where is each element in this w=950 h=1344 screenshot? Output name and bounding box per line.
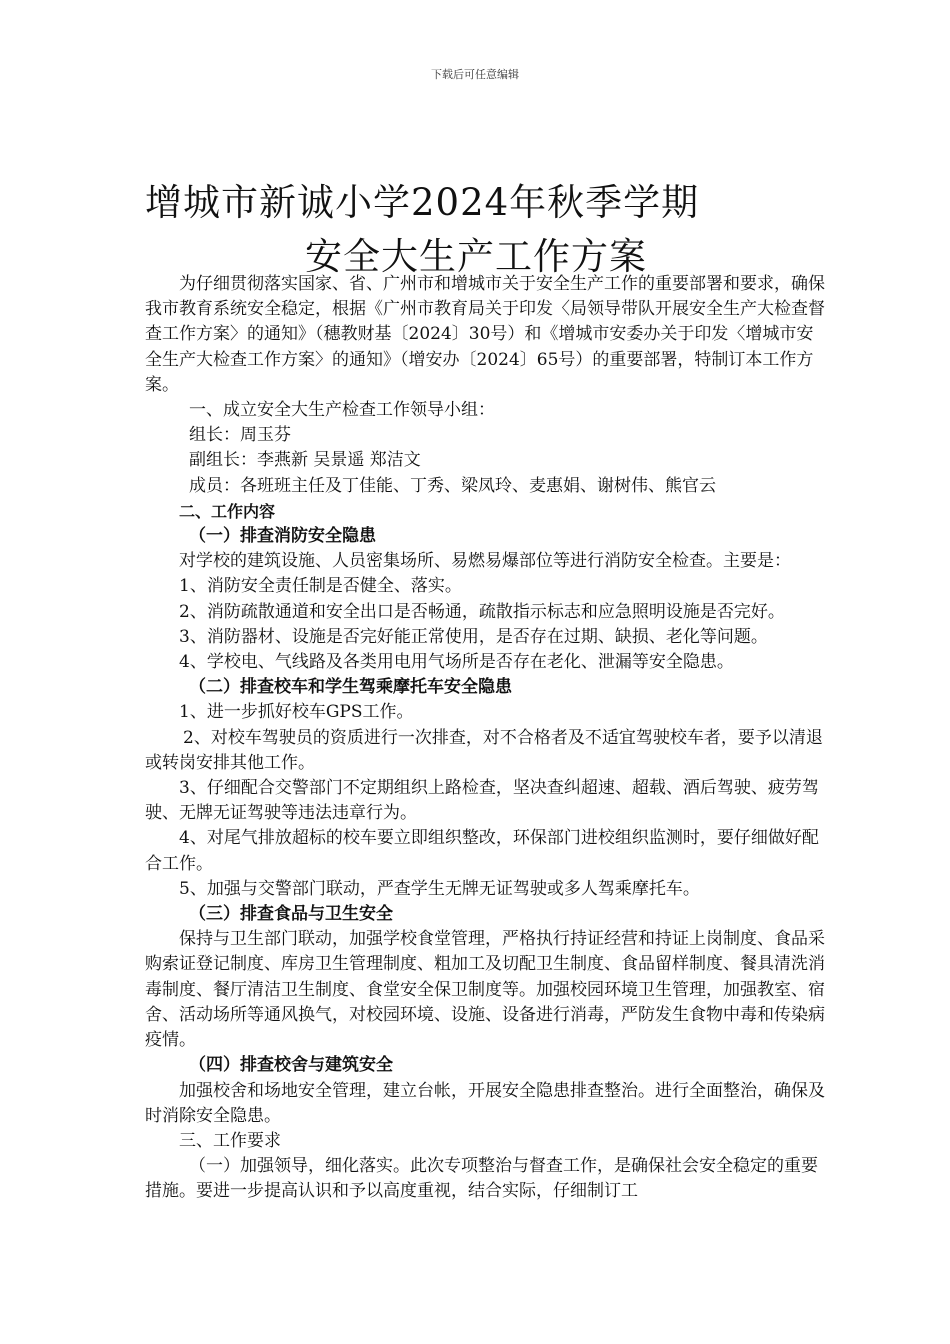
section1-deputy: 副组长：李燕新 吴景遥 郑洁文 [189, 450, 421, 471]
section2-title: 二、工作内容 [179, 501, 276, 521]
sub4-text: 加强校舍和场地安全管理，建立台帐，开展安全隐患排查整治。进行全面整治，确保及时消除安全隐患。 [145, 1080, 825, 1126]
sub2-item: 2、对校车驾驶员的资质进行一次排查，对不合格者及不适宜驾驶校车者，要予以清退或转岗安排其他工作。 [145, 727, 823, 773]
sub1-item: 3、消防器材、设施是否完好能正常使用，是否存在过期、缺损、老化等问题。 [179, 626, 768, 647]
sub3-text: 保持与卫生部门联动，加强学校食堂管理，严格执行持证经营和持证上岗制度、食品采购索证登记制度、库房卫生管理制度、粗加工及切配卫生制度、食品留样制度、餐具清洗消毒制度、餐厅清洁卫生制度、食堂安全保卫制度等。加强校园环境卫生管理，加强教室、宿舍、活动场所等通风换气，对校园环境、设施、设备进行消毒，严防发生食物中毒和传染病疫情。 [145, 929, 825, 1051]
document-body [145, 272, 825, 1205]
sub2-item: 5、加强与交警部门联动，严查学生无牌无证驾驶或多人驾乘摩托车。 [179, 878, 700, 899]
document-title-line2: 安全大生产工作方案 [305, 235, 647, 278]
sub1-item: 2、消防疏散通道和安全出口是否畅通，疏散指示标志和应急照明设施是否完好。 [179, 601, 785, 622]
section3-text: （一）加强领导，细化落实。此次专项整治与督查工作，是确保社会安全稳定的重要措施。要进一步提高认识和予以高度重视，结合实际，仔细制订工 [145, 1156, 818, 1202]
sub1-item: 4、学校电、气线路及各类用电用气场所是否存在老化、泄漏等安全隐患。 [179, 652, 734, 673]
document-title-line1: 增城市新诚小学2024年秋季学期 [145, 181, 700, 224]
sub1-lead: 对学校的建筑设施、人员密集场所、易燃易爆部位等进行消防安全检查。主要是： [179, 551, 791, 572]
sub3-title: （三）排查食品与卫生安全 [189, 904, 393, 925]
sub2-item: 1、进一步抓好校车GPS工作。 [179, 702, 414, 723]
sub2-item: 4、对尾气排放超标的校车要立即组织整改，环保部门进校组织监测时，要仔细做好配合工作。 [145, 828, 819, 874]
section3-title: 三、工作要求 [179, 1130, 281, 1151]
sub4-title: （四）排查校舍与建筑安全 [189, 1055, 393, 1076]
sub2-item: 3、仔细配合交警部门不定期组织上路检查，坚决查纠超速、超载、酒后驾驶、疲劳驾驶、无牌无证驾驶等违法违章行为。 [145, 778, 819, 824]
section1-title: 一、成立安全大生产检查工作领导小组： [189, 400, 495, 421]
section1-members: 成员：各班班主任及丁佳能、丁秀、梁凤玲、麦惠娟、谢树伟、熊官云 [189, 475, 716, 496]
sub1-item: 1、消防安全责任制是否健全、落实。 [179, 576, 462, 597]
section1-leader: 组长：周玉芬 [189, 425, 291, 446]
header-note: 下载后可任意编辑 [431, 68, 519, 81]
intro-paragraph: 为仔细贯彻落实国家、省、广州市和增城市关于安全生产工作的重要部署和要求，确保我市教育系统安全稳定，根据《广州市教育局关于印发〈局领导带队开展安全生产大检查督查工作方案〉的通知》（穗教财基〔2024〕30号）和《增城市安委办关于印发〈增城市安全生产大检查工作方案〉的通知》（增安办〔2024〕65号）的重要部署，特制订本工作方案。 [145, 274, 825, 395]
sub2-title: （二）排查校车和学生驾乘摩托车安全隐患 [189, 677, 512, 698]
sub1-title: （一）排查消防安全隐患 [189, 526, 376, 547]
